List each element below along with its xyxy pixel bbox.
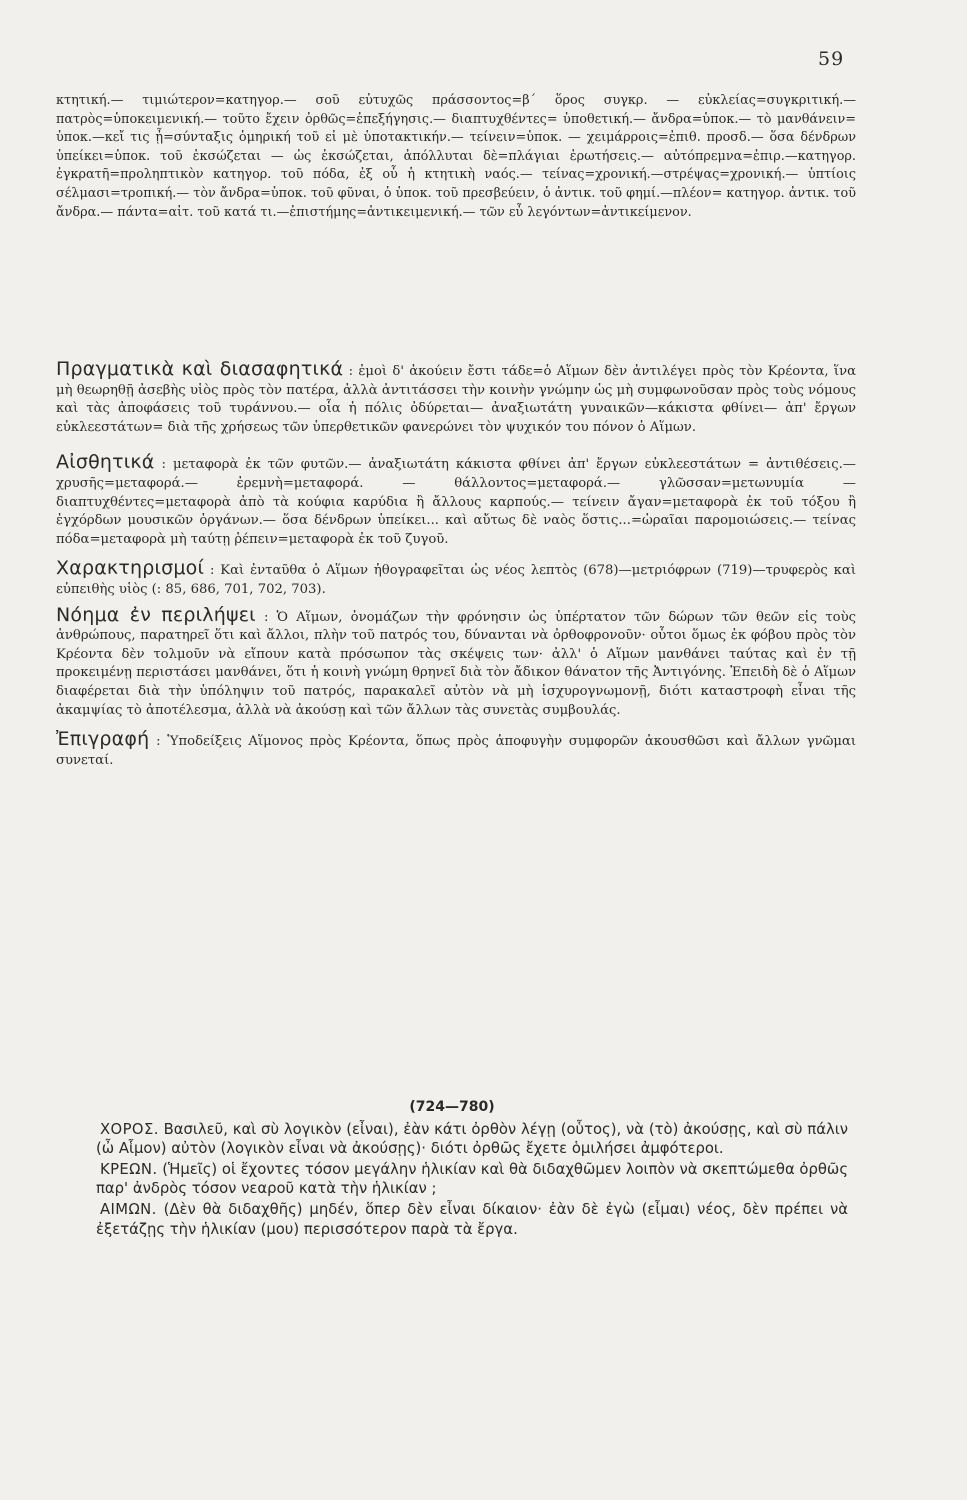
section-epigrafi	[56, 730, 856, 770]
verse-range: (724—780)	[409, 1099, 495, 1115]
speech-text: (Δὲν θὰ διδαχθῆς) μηδέν, ὅπερ δὲν εἶναι δίκαιον· ἐὰν δὲ ἐγὼ (εἶμαι) νέος, δὲν πρέπει νὰ ἐξετάζῃς τὴν ἡλικίαν (μου) περισσότερον παρὰ τὰ ἔργα.	[96, 1200, 848, 1238]
section-text: Ὑποδείξεις Αἵμονος πρὸς Κρέοντα, ὅπως πρὸς ἀποφυγὴν συμφορῶν ἀκουσθῶσι καὶ ἄλλων γνῶμαι συνεταί.	[56, 734, 856, 768]
section-noima	[56, 603, 857, 721]
commentary-sections	[56, 360, 856, 782]
section-heading: Πραγματικὰ καὶ διασαφητικά	[56, 358, 344, 380]
section-text: ἐμοὶ δ' ἀκούειν ἔστι τάδε=ὁ Αἵμων δὲν ἀντιλέγει πρὸς τὸν Κρέοντα, ἵνα μὴ θεωρηθῇ ἀσεβὴς υἱὸς πρὸς τὸν πατέρα, ἀλλὰ ἀντιτάσσει τὴν κοινὴν γνώμην ὡς μὴ συμφωνοῦσαν πρὸς τοὺς νόμους καὶ τὰς ἀποφάσεις τοῦ τυράννου.— οἷα ἡ πόλις ὀδύρεται— ἀναξιωτάτη γυναικῶν—κάκιστα φθίνει— ἀπ' ἔργων εὐκλεεστάτων= διὰ τῆς χρήσεως τῶν ὑπερθετικῶν φανερώνει τὸν ψυχικόν του πόνον ὁ Αἵμων.	[56, 364, 856, 435]
section-heading: Αἰσθητικά	[56, 451, 155, 474]
section-text: Καὶ ἐνταῦθα ὁ Αἵμων ἠθογραφεῖται ὡς νέος λεπτὸς (678)—μετριόφρων (719)—τρυφερὸς καὶ εὐπειθὴς υἱὸς (: 85, 686, 701, 702, 703).	[56, 563, 856, 597]
section-separator: :	[154, 457, 173, 473]
section-text: μεταφορὰ ἐκ τῶν φυτῶν.— ἀναξιωτάτη κάκιστα φθίνει ἀπ' ἔργων εὐκλεεστάτων = ἀντιθέσεις.— χρυσῆς=μεταφορά.— ἐρεμνὴ=μεταφορά. — θάλλοντος=μεταφορά.— γλῶσσαν=μετωνυμία — διαπτυχθέντες=μεταφορὰ ἀπὸ τὰ κούφια καρύδια ἢ ἄλλους καρπούς.— τείνειν ἄγαν=μεταφορὰ ἐκ τοῦ τόξου ἢ ἐγχόρδων μουσικῶν ὀργάνων.— ὅσα δένδρων ὑπείκει... καὶ αὔτως δὲ ναὸς ὅστις...=ὡραῖαι παρομοιώσεις.— τείνας πόδα=μεταφορὰ μὴ ταύτῃ ῥέπειν=μεταφορὰ ἐκ τοῦ ζυγοῦ.	[56, 457, 856, 547]
speech-aimon	[96, 1200, 848, 1239]
section-text: Ὁ Αἵμων, ὀνομάζων τὴν φρόνησιν ὡς ὑπέρτατον τῶν δώρων τῶν θεῶν εἰς τοὺς ἀνθρώπους, παρατηρεῖ ὅτι καὶ ἄλλοι, πλὴν τοῦ πατρός του, δύνανται νὰ ὀρθοφρονοῦν· οὗτοι ὅμως ἐκ φόβου πρὸς τὸν Κρέοντα δὲν τολμοῦν νὰ εἴπουν κατὰ πρόσωπον τὰς σκέψεις των· ἀλλ' ὁ Αἵμων μανθάνει ταύτας καὶ ἐν τῇ προκειμένῃ περιστάσει μανθάνει, ὅτι ἡ κοινὴ γνώμη θρηνεῖ διὰ τὸν ἄδικον θάνατον τῆς Ἀντιγόνης. Ἐπειδὴ δὲ ὁ Αἵμων διαφέρεται διὰ τὴν ὑπόληψιν τοῦ πατρός, παρακαλεῖ αὐτὸν νὰ μὴ ἰσχυρογνωμονῇ, διότι καταστροφὴ εἶναι τῆς ἀκαμψίας τὸ ἀποτέλεσμα, ἀλλὰ νὰ ἀκούσῃ καὶ τῶν ἄλλων τὰς συνετὰς συμβουλάς.	[56, 609, 857, 718]
translation-block	[96, 1098, 848, 1240]
section-pragmatika	[56, 360, 856, 437]
section-separator: :	[255, 609, 277, 625]
section-separator: :	[204, 563, 221, 579]
grammar-notes-text: κτητική.— τιμιώτερον=κατηγορ.— σοῦ εὐτυχῶς πράσσοντος=β΄ ὅρος συγκρ. — εὐκλείας=συγκριτική.— πατρὸς=ὑποκειμενική.— τοῦτο ἔχειν ὀρθῶς=ἐπεξήγησις.— διαπτυχθέντες= ὑποθετική.— ἄνδρα=ὑποκ.— τὸ μανθάνειν= ὑποκ.—κεἴ τις ᾖ=σύνταξις ὁμηρική τοῦ εἰ μὲ ὑποτακτικήν.— τείνειν=ὑποκ. — χειμάρροις=ἐπιθ. προσδ.— ὅσα δένδρων ὑπείκει=ὑποκ. τοῦ ἐκσώζεται — ὡς ἐκσώζεται, ἀπόλλυται δὲ=πλάγιαι ἐρωτήσεις.— αὐτόπρεμνα=ἐπιρ.—κατηγορ. ἐγκρατῆ=προληπτικὸν κατηγορ. τοῦ πόδα, ἐξ οὗ ἡ κτητικὴ ναός.— τείνας=χρονική.—στρέψας=χρονική.— ὑπτίοις σέλμασι=τροπική.— τὸν ἄνδρα=ὑποκ. τοῦ φῦναι, ὁ ὑποκ. τοῦ πρεσβεύειν, ὁ ἀντικ. τοῦ φημί.—πλέον= κατηγορ. ἀντικ. τοῦ ἄνδρα.— πάντα=αἰτ. τοῦ κατά τι.—ἐπιστήμης=ἀντικειμενική.— τῶν εὖ λεγόντων=ἀντικείμενον.	[56, 93, 856, 220]
section-heading: Ἐπιγραφή	[56, 728, 150, 751]
speaker-name: ΧΟΡΟΣ.	[100, 1120, 159, 1138]
speaker-name: ΑΙΜΩΝ.	[100, 1200, 157, 1218]
section-aisthitika	[56, 453, 856, 549]
speech-kreon	[96, 1160, 848, 1199]
section-separator: :	[343, 364, 359, 379]
speech-choros	[96, 1120, 848, 1159]
speech-text: (Ἡμεῖς) οἱ ἔχοντες τόσον μεγάλην ἡλικίαν καὶ θὰ διδαχθῶμεν λοιπὸν νὰ σκεπτώμεθα ὀρθῶς παρ' ἀνδρὸς τόσον νεαροῦ κατὰ τὴν ἡλικίαν ;	[96, 1160, 849, 1198]
section-separator: :	[149, 734, 168, 750]
page-number: 59	[818, 48, 845, 70]
section-heading: Νόημα ἐν περιλήψει	[56, 603, 256, 626]
speech-text: Βασιλεῦ, καὶ σὺ λογικὸν (εἶναι), ἐὰν κάτι ὀρθὸν λέγῃ (οὗτος), νὰ (τὸ) ἀκούσῃς, καὶ σὺ πάλιν (ὦ Αἷμον) αὐτὸν (λογικὸν εἶναι νὰ ἀκούσῃς)· διότι ὀρθῶς ἔχετε ὁμιλήσει ἀμφότεροι.	[96, 1120, 848, 1158]
speaker-name: ΚΡΕΩΝ.	[100, 1160, 158, 1178]
section-charaktirismoi	[56, 559, 856, 599]
section-heading: Χαρακτηρισμοί	[56, 557, 205, 580]
grammar-notes	[56, 92, 856, 222]
